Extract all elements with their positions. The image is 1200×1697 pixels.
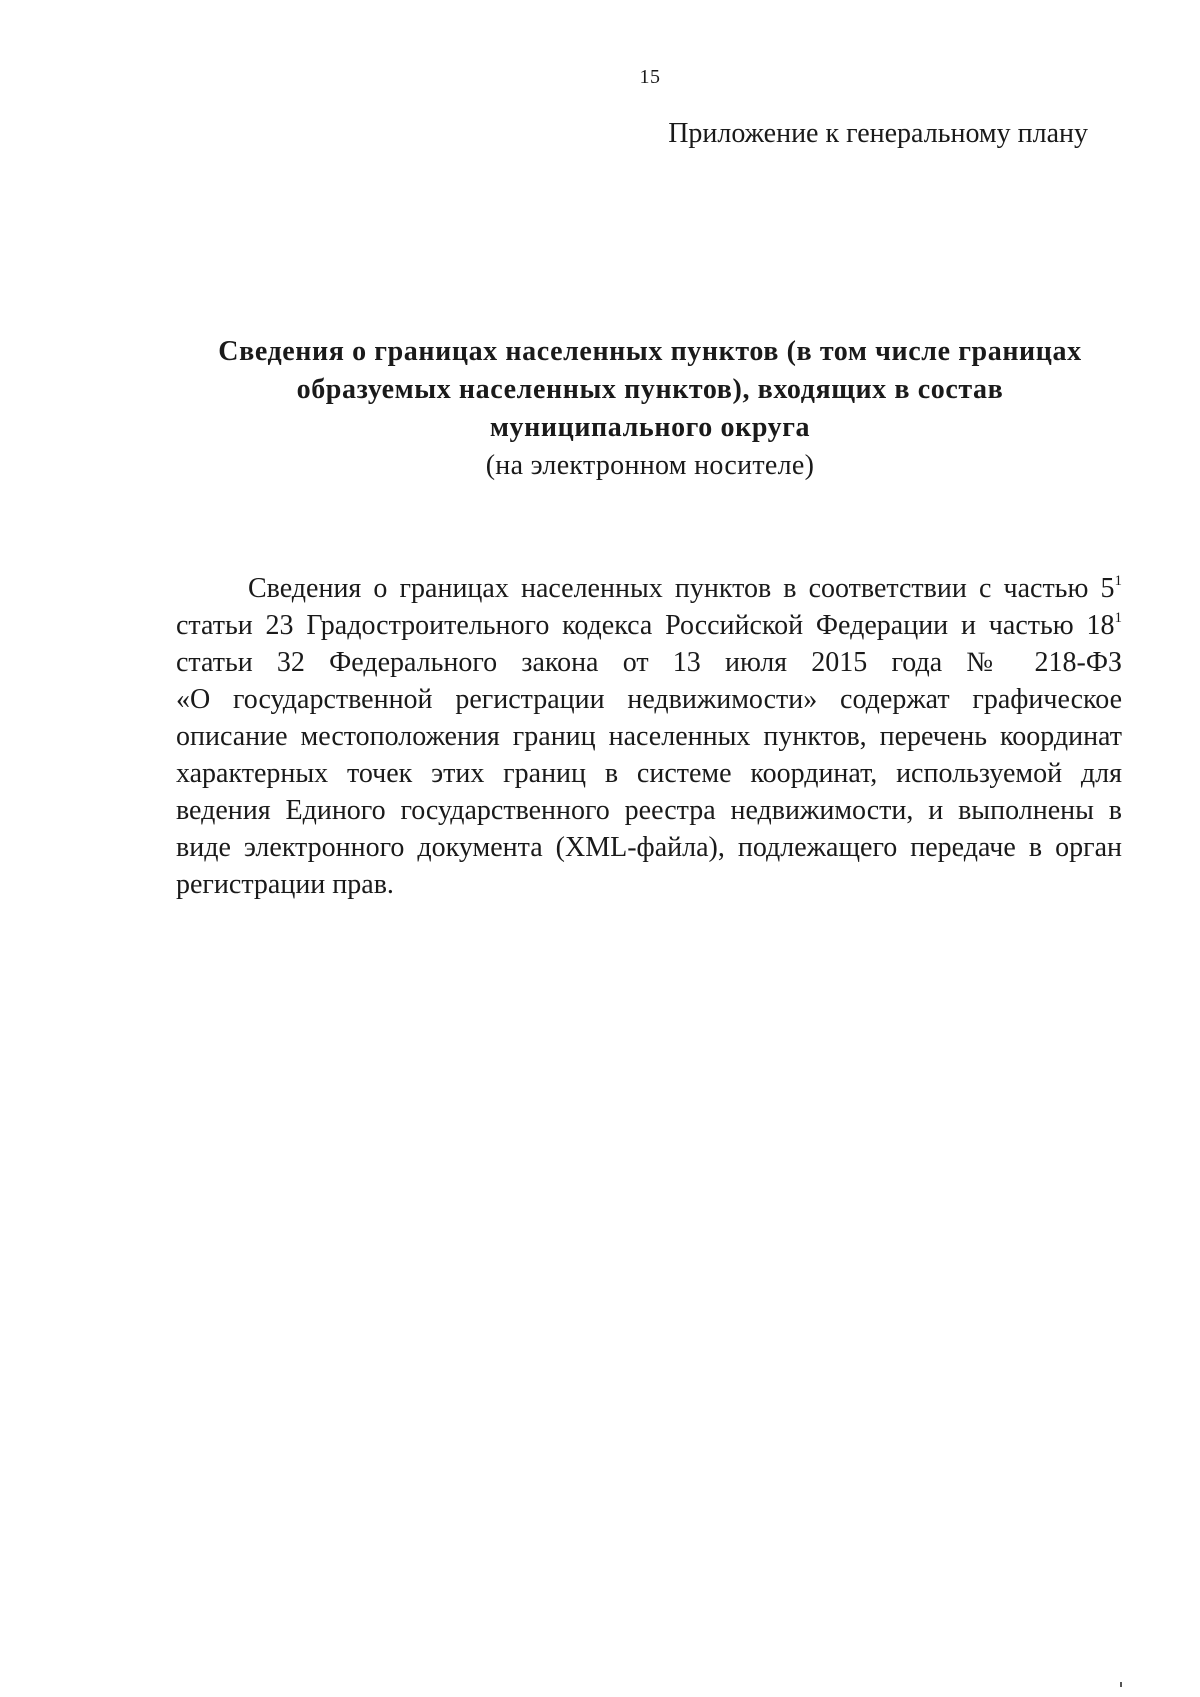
page-number: 15: [639, 66, 661, 88]
title-line-2: образуемых населенных пунктов), входящих в состав: [296, 374, 1004, 405]
scan-mark: [1120, 1682, 1122, 1687]
title-line-1: Сведения о границах населенных пунктов (в том числе границах: [218, 336, 1082, 367]
body-line-2-superscript: 1: [1114, 610, 1122, 626]
title-subtitle: (на электронном носителе): [485, 450, 815, 481]
appendix-note: Приложение к генеральному плану: [668, 118, 1088, 149]
title-line-3: муниципального округа: [489, 412, 811, 443]
body-line-2: [176, 607, 1122, 644]
body-line-9: регистрации прав.: [176, 869, 394, 900]
body-line-6: характерных точек этих границ в системе координат, используемой для: [176, 758, 1122, 789]
body-line-4: «О государственной регистрации недвижимости» содержат графическое: [176, 684, 1122, 715]
body-line-3: статьи 32 Федерального закона от 13 июля 2015 года № 218-ФЗ: [176, 647, 1122, 678]
body-paragraph: [176, 570, 1122, 903]
body-line-1: [176, 570, 1122, 607]
document-title: [180, 333, 1120, 485]
body-line-8: виде электронного документа (XML-файла), подлежащего передаче в орган: [176, 832, 1122, 863]
body-line-5: описание местоположения границ населенных пунктов, перечень координат: [176, 721, 1122, 752]
body-line-1-superscript: 1: [1114, 573, 1122, 589]
body-line-7: ведения Единого государственного реестра недвижимости, и выполнены в: [176, 795, 1122, 826]
body-line-1-text: Сведения о границах населенных пунктов в соответствии с частью 5: [248, 573, 1115, 604]
body-line-2-text: статьи 23 Градостроительного кодекса Российской Федерации и частью 18: [176, 610, 1115, 641]
